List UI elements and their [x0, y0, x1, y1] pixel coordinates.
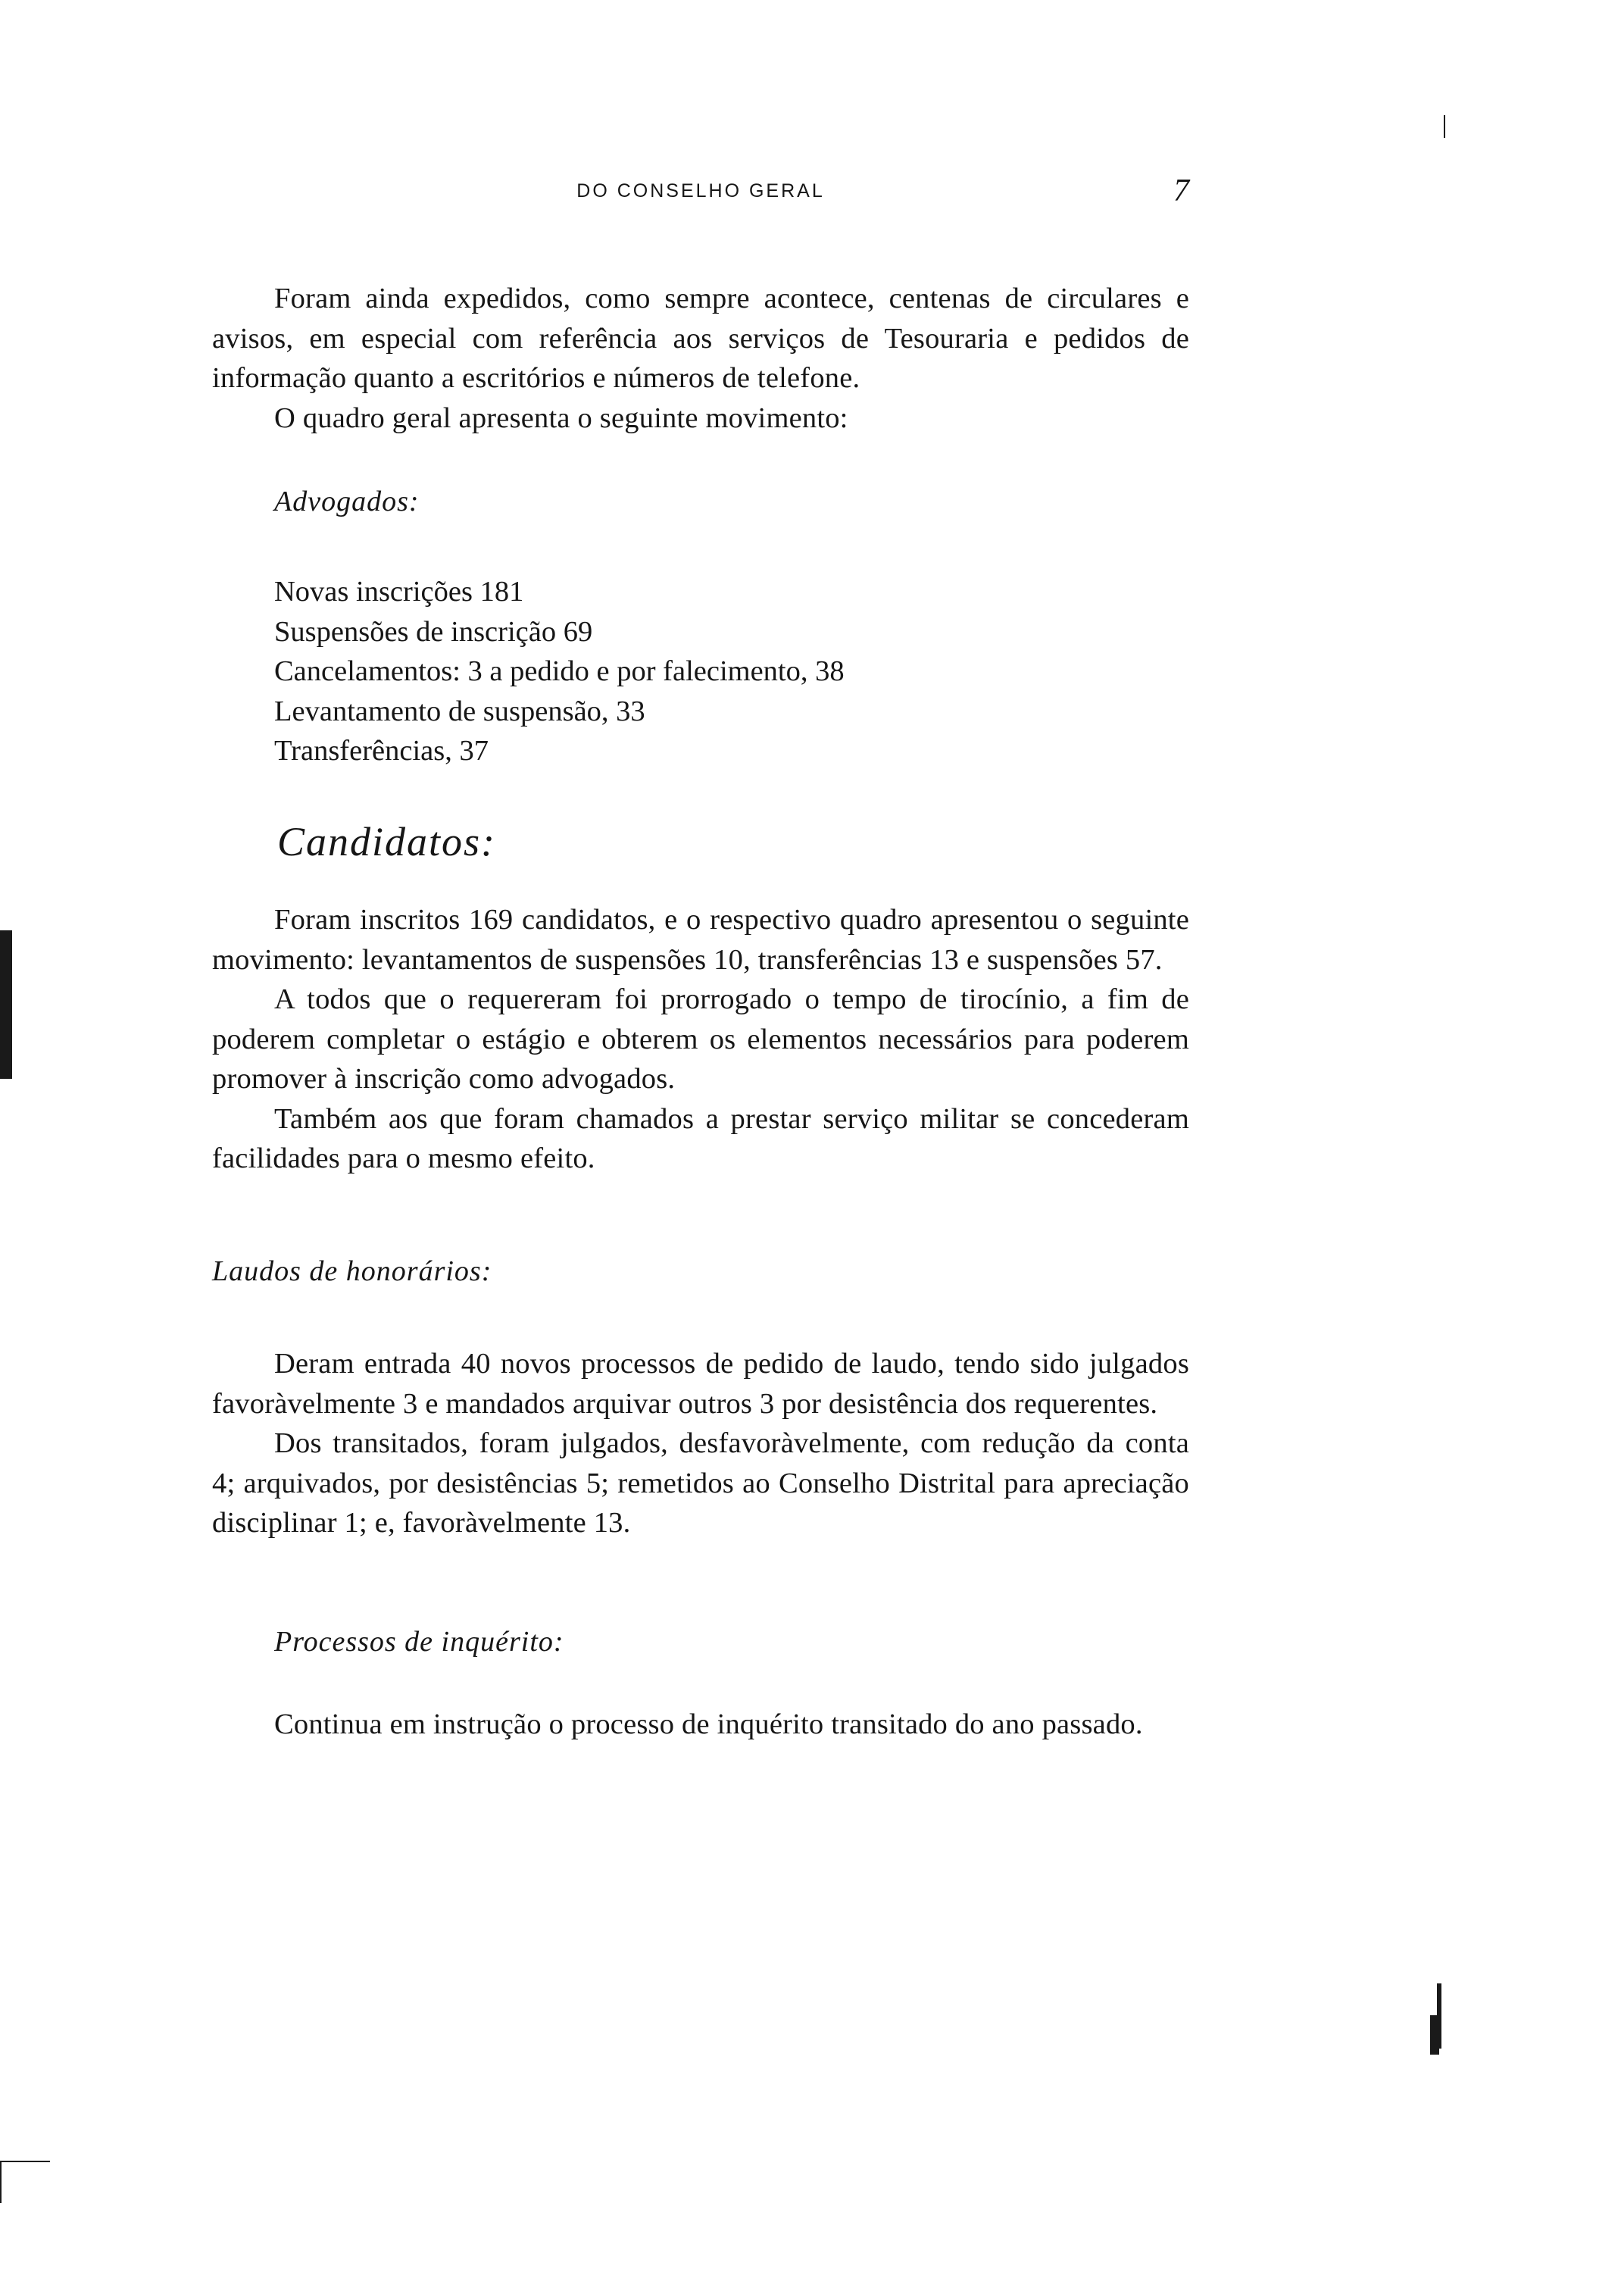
- inquerito-section: [212, 1705, 1189, 1745]
- scan-edge-mark: [0, 930, 12, 1079]
- list-item: Transferências, 37: [274, 735, 489, 767]
- list-item: Suspensões de inscrição 69: [274, 615, 593, 648]
- intro-paragraph: Foram ainda expedidos, como sempre acontece, centenas de circulares e avisos, em especial com referência aos serviços de Tesouraria e pedidos de informação quanto a escritórios e números de telefone.: [212, 283, 1189, 394]
- scan-corner-mark: [0, 2161, 2, 2203]
- running-title: DO CONSELHO GERAL: [576, 180, 825, 202]
- running-header: [212, 173, 1189, 214]
- laudos-paragraph: Deram entrada 40 novos processos de pedido de laudo, tendo sido julgados favoràvelmente 3 e mandados arquivar outros 3 por desistência dos requerentes.: [212, 1348, 1189, 1420]
- laudos-paragraph: Dos transitados, foram julgados, desfavoràvelmente, com redução da conta 4; arquivados, por desistências 5; remetidos ao Conselho Distrital para apreciação disciplinar 1; e, favoràvelmente 13.: [212, 1427, 1189, 1539]
- candidatos-paragraph: Foram inscritos 169 candidatos, e o respectivo quadro apresentou o seguinte movimento: levantamentos de suspensões 10, transferências 13 e suspensões 57.: [212, 904, 1189, 976]
- scan-edge-mark: [1444, 115, 1445, 138]
- scan-edge-mark: [1430, 2015, 1439, 2055]
- list-item: Novas inscrições 181: [274, 576, 524, 608]
- advogados-heading: Advogados:: [274, 486, 420, 517]
- candidatos-section: [212, 900, 1189, 1179]
- candidatos-paragraph: A todos que o requereram foi prorrogado o tempo de tirocínio, a fim de poderem completar o estágio e obterem os elementos necessários para poderem promover à inscrição como advogados.: [212, 983, 1189, 1095]
- list-item: Levantamento de suspensão, 33: [274, 695, 645, 727]
- advogados-list: [274, 572, 845, 771]
- inquerito-paragraph: Continua em instrução o processo de inquérito transitado do ano passado.: [274, 1708, 1143, 1740]
- laudos-section: [212, 1344, 1189, 1543]
- scan-corner-mark: [0, 2161, 50, 2162]
- candidatos-paragraph: Também aos que foram chamados a prestar serviço militar se concederam facilidades para o mesmo efeito.: [212, 1102, 1189, 1174]
- intro-paragraph: O quadro geral apresenta o seguinte movimento:: [274, 402, 848, 434]
- candidatos-heading: Candidatos:: [277, 819, 497, 864]
- inquerito-heading: Processos de inquérito:: [274, 1626, 564, 1658]
- laudos-heading: Laudos de honorários:: [212, 1255, 492, 1287]
- page-number: 7: [1173, 173, 1189, 208]
- list-item: Cancelamentos: 3 a pedido e por falecimento, 38: [274, 655, 845, 687]
- intro-section: [212, 279, 1189, 438]
